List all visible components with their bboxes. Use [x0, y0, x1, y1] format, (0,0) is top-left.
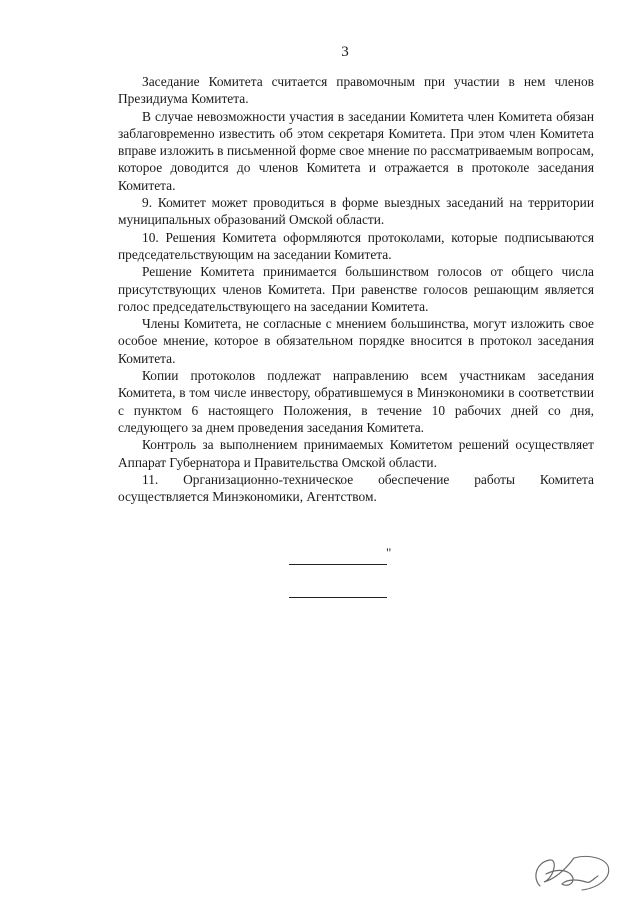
paragraph-item-9: 9. Комитет может проводиться в форме выездных заседаний на территории муниципальных образований Омской области.	[118, 195, 594, 228]
paragraph-absence: В случае невозможности участия в заседании Комитета член Комитета обязан заблаговременно известить об этом секретаря Комитета. При этом член Комитета вправе изложить в письменной форме свое мнение по рассматриваемым вопросам, которое доводится до членов Комитета и отражается в протоколе заседания Комитета.	[118, 108, 594, 193]
paragraph-protocol-copies: Копии протоколов подлежат направлению всем участникам заседания Комитета, в том числе инвестору, обратившемуся в Минэкономики в соответствии с пунктом 6 настоящего Положения, в течение 10 рабочих дней со дня, следующего за днем проведения заседания Комитета.	[118, 368, 594, 435]
paragraph-item-11: 11. Организационно-техническое обеспечение работы Комитета осуществляется Минэкономики, Агентством.	[118, 471, 594, 505]
handwritten-signature	[528, 848, 614, 896]
closing-quote-mark: "	[386, 545, 392, 560]
paragraph-control: Контроль за выполнением принимаемых Комитетом решений осуществляет Аппарат Губернатора и Правительства Омской области.	[118, 437, 594, 470]
end-rule-top	[289, 564, 387, 565]
paragraph-dissent: Члены Комитета, не согласные с мнением большинства, могут изложить свое особое мнение, которое в обязательном порядке вносится в протокол заседания Комитета.	[118, 316, 594, 366]
paragraph-item-10: 10. Решения Комитета оформляются протоколами, которые подписываются председательствующим на заседании Комитета.	[118, 229, 594, 262]
document-body	[118, 73, 594, 505]
end-rule-bottom	[289, 597, 387, 598]
page-number: 3	[341, 44, 349, 60]
paragraph-voting: Решение Комитета принимается большинством голосов от общего числа присутствующих членов Комитета. При равенстве голосов решающим является голос председательствующего на заседании Комитета.	[118, 264, 594, 314]
paragraph-quorum: Заседание Комитета считается правомочным при участии в нем членов Президиума Комитета.	[118, 74, 594, 107]
